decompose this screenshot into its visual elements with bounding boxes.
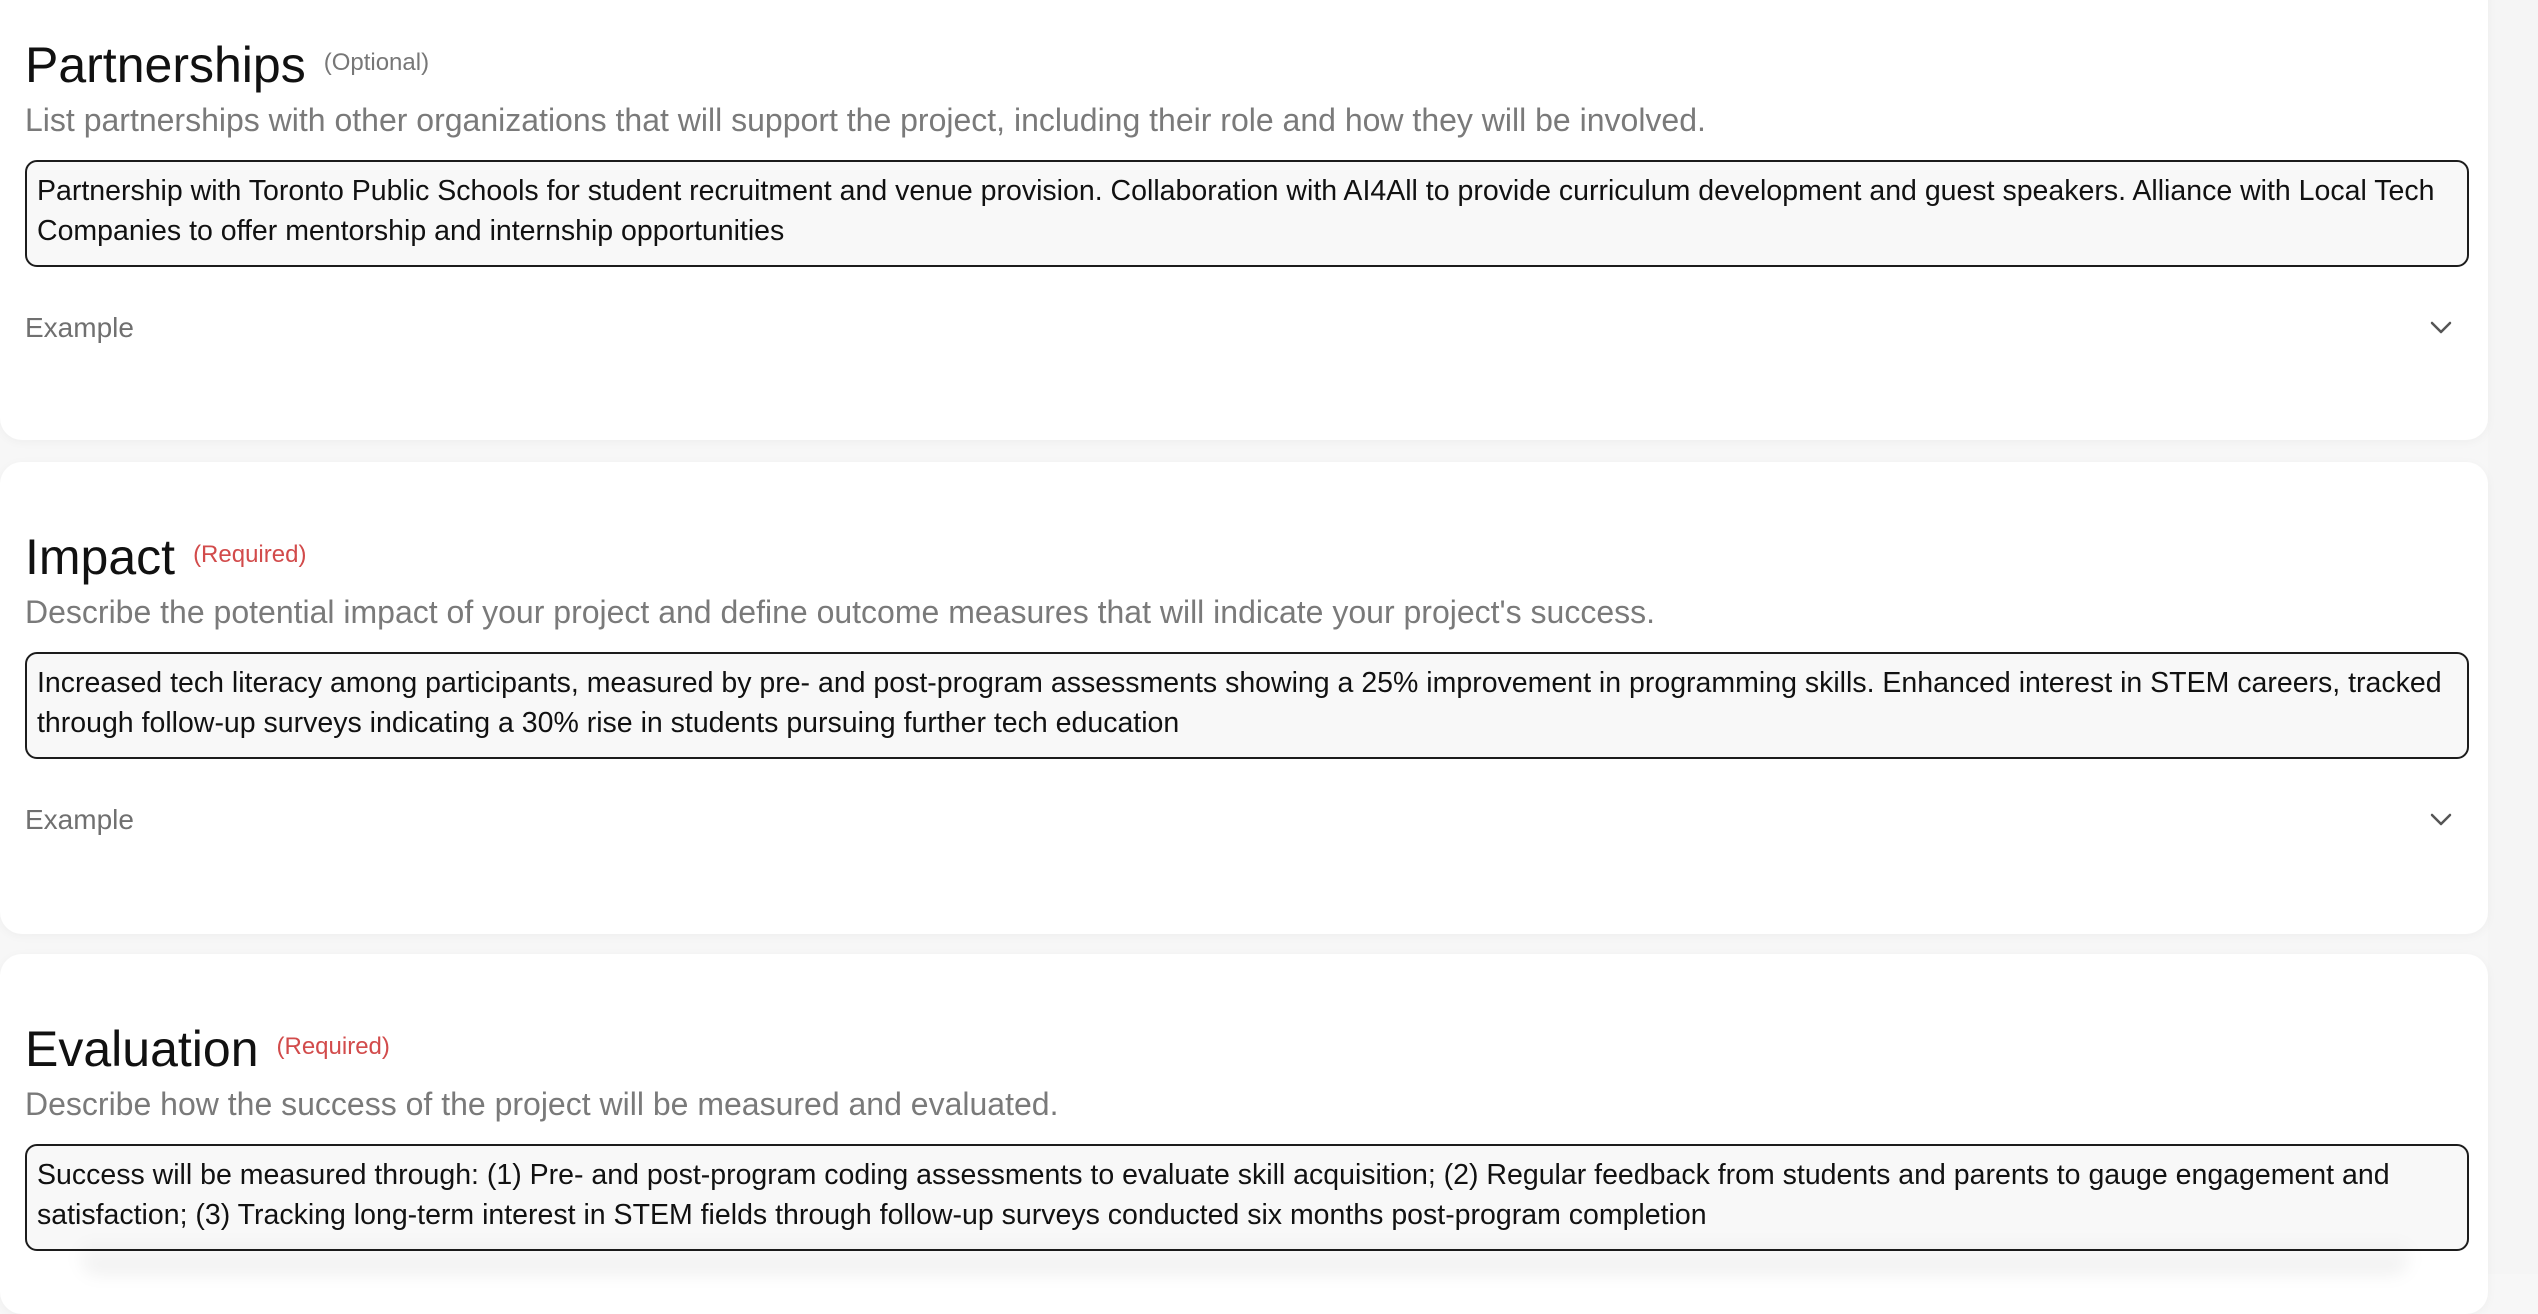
chevron-down-icon[interactable] <box>2427 314 2455 342</box>
section-description: List partnerships with other organizations that will support the project, including their role and how they will be involved. <box>25 102 1706 138</box>
example-label: Example <box>25 312 134 343</box>
required-badge: (Required) <box>276 1033 390 1060</box>
partnerships-header <box>25 35 429 95</box>
scroll-gutter <box>2488 0 2538 1274</box>
section-description: Describe how the success of the project will be measured and evaluated. <box>25 1086 1059 1122</box>
card-shadow <box>80 1238 2410 1274</box>
evaluation-header <box>25 1019 390 1079</box>
impact-answer-field[interactable]: Increased tech literacy among participants, measured by pre- and post-program assessments showing a 25% improvement in programming skills. Enhanced interest in STEM careers, tracked through follow-up surveys indicating a 30% rise in students pursuing further tech education <box>25 652 2469 759</box>
section-title: Impact <box>25 529 176 585</box>
section-description: Describe the potential impact of your project and define outcome measures that will indicate your project's success. <box>25 594 1656 630</box>
partnerships-answer-field[interactable]: Partnership with Toronto Public Schools for student recruitment and venue provision. Collaboration with AI4All to provide curriculum development and guest speakers. Alliance with Local Tech Companies to offer mentorship and internship opportunities <box>25 160 2469 267</box>
optional-badge: (Optional) <box>323 49 430 76</box>
evaluation-answer-field[interactable]: Success will be measured through: (1) Pre- and post-program coding assessments to evaluate skill acquisition; (2) Regular feedback from students and parents to gauge engagement and satisfaction; (3) Tracking long-term interest in STEM fields through follow-up surveys conducted six months post-program completion <box>25 1144 2469 1251</box>
section-title: Partnerships <box>25 37 306 93</box>
impact-header <box>25 527 306 587</box>
required-badge: (Required) <box>193 541 307 568</box>
chevron-down-icon[interactable] <box>2427 806 2455 834</box>
example-toggle[interactable] <box>25 798 2455 842</box>
example-toggle[interactable] <box>25 306 2455 350</box>
section-title: Evaluation <box>25 1021 259 1077</box>
example-label: Example <box>25 804 134 835</box>
